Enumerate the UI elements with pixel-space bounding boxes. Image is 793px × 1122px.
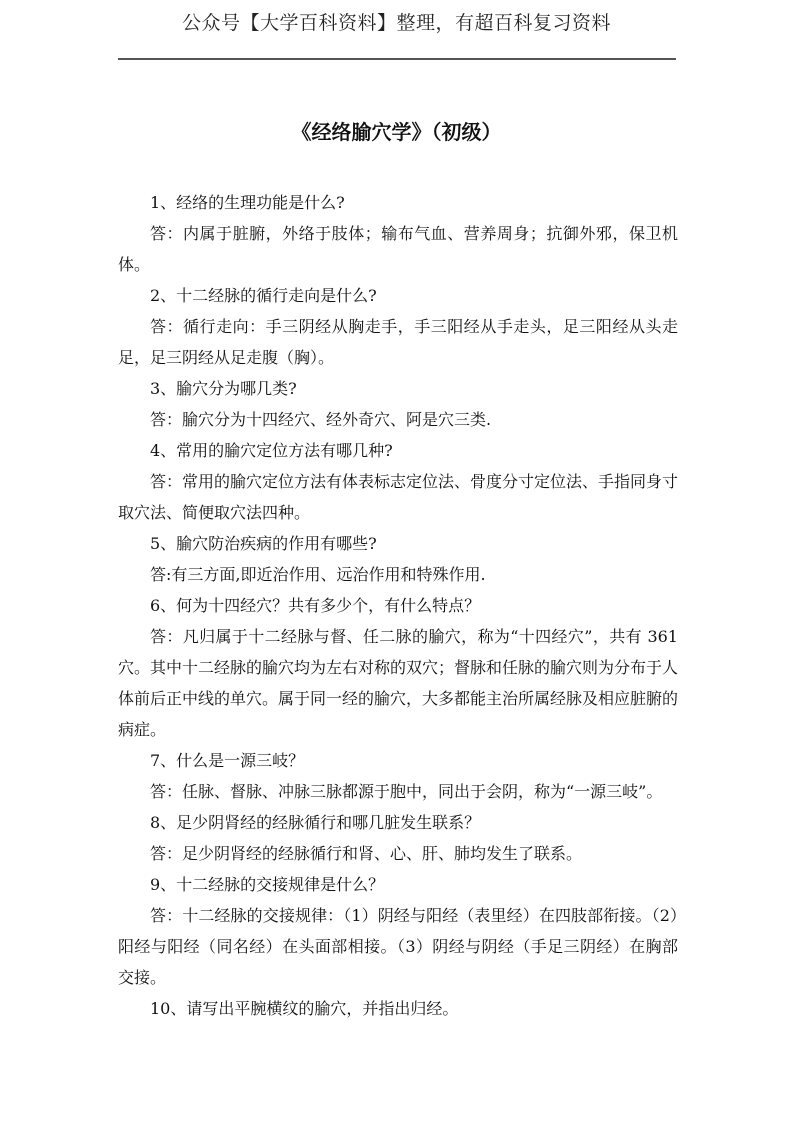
question-6: 6、何为十四经穴？共有多少个，有什么特点？ (150, 596, 481, 615)
answer-8: 答：足少阴肾经的经脉循行和肾、心、肝、肺均发生了联系。 (150, 844, 583, 863)
question-1: 1、经络的生理功能是什么? (150, 193, 345, 212)
question-5: 5、腧穴防治疾病的作用有哪些? (150, 534, 377, 553)
question-9: 9、十二经脉的交接规律是什么？ (150, 875, 385, 894)
document-body (118, 187, 678, 1024)
question-3: 3、腧穴分为哪几类? (150, 379, 297, 398)
answer-4: 答：常用的腧穴定位方法有体表标志定位法、骨度分寸定位法、手指同身寸取穴法、简便取穴法四种。 (118, 472, 679, 522)
answer-6: 答：凡归属于十二经脉与督、任二脉的腧穴，称为“十四经穴”，共有 361 穴。其中十二经脉的腧穴均为左右对称的双穴；督脉和任脉的腧穴则为分布于人体前后正中线的单穴。属于同一经的腧穴，大多都能主治所属经脉及相应脏腑的病症。 (118, 627, 679, 739)
answer-5: 答:有三方面,即近治作用、远治作用和特殊作用. (150, 565, 486, 584)
answer-1: 答：内属于脏腑，外络于肢体；输布气血、营养周身；抗御外邪，保卫机体。 (118, 224, 678, 274)
question-10: 10、请写出平腕横纹的腧穴，并指出归经。 (150, 999, 459, 1018)
document-title: 《经络腧穴学》（初级） (291, 120, 502, 144)
answer-3: 答：腧穴分为十四经穴、经外奇穴、阿是穴三类. (150, 410, 492, 429)
header-divider (118, 58, 676, 60)
answer-2: 答：循行走向：手三阴经从胸走手，手三阳经从手走头，足三阳经从头走足，足三阴经从足走腹（胸）。 (118, 317, 678, 367)
question-2: 2、十二经脉的循行走向是什么? (150, 286, 377, 305)
question-7: 7、什么是一源三岐？ (150, 751, 305, 770)
question-4: 4、常用的腧穴定位方法有哪几种? (150, 441, 393, 460)
answer-9: 答：十二经脉的交接规律：（1）阴经与阳经（表里经）在四肢部衔接。（2）阳经与阳经（同名经）在头面部相接。（3）阴经与阴经（手足三阴经）在胸部交接。 (118, 906, 678, 987)
answer-7: 答：任脉、督脉、冲脉三脉都源于胞中，同出于会阴，称为“一源三岐”。 (150, 782, 663, 801)
question-8: 8、足少阴肾经的经脉循行和哪几脏发生联系？ (150, 813, 481, 832)
page-header: 公众号【大学百科资料】整理，有超百科复习资料 (181, 12, 611, 34)
